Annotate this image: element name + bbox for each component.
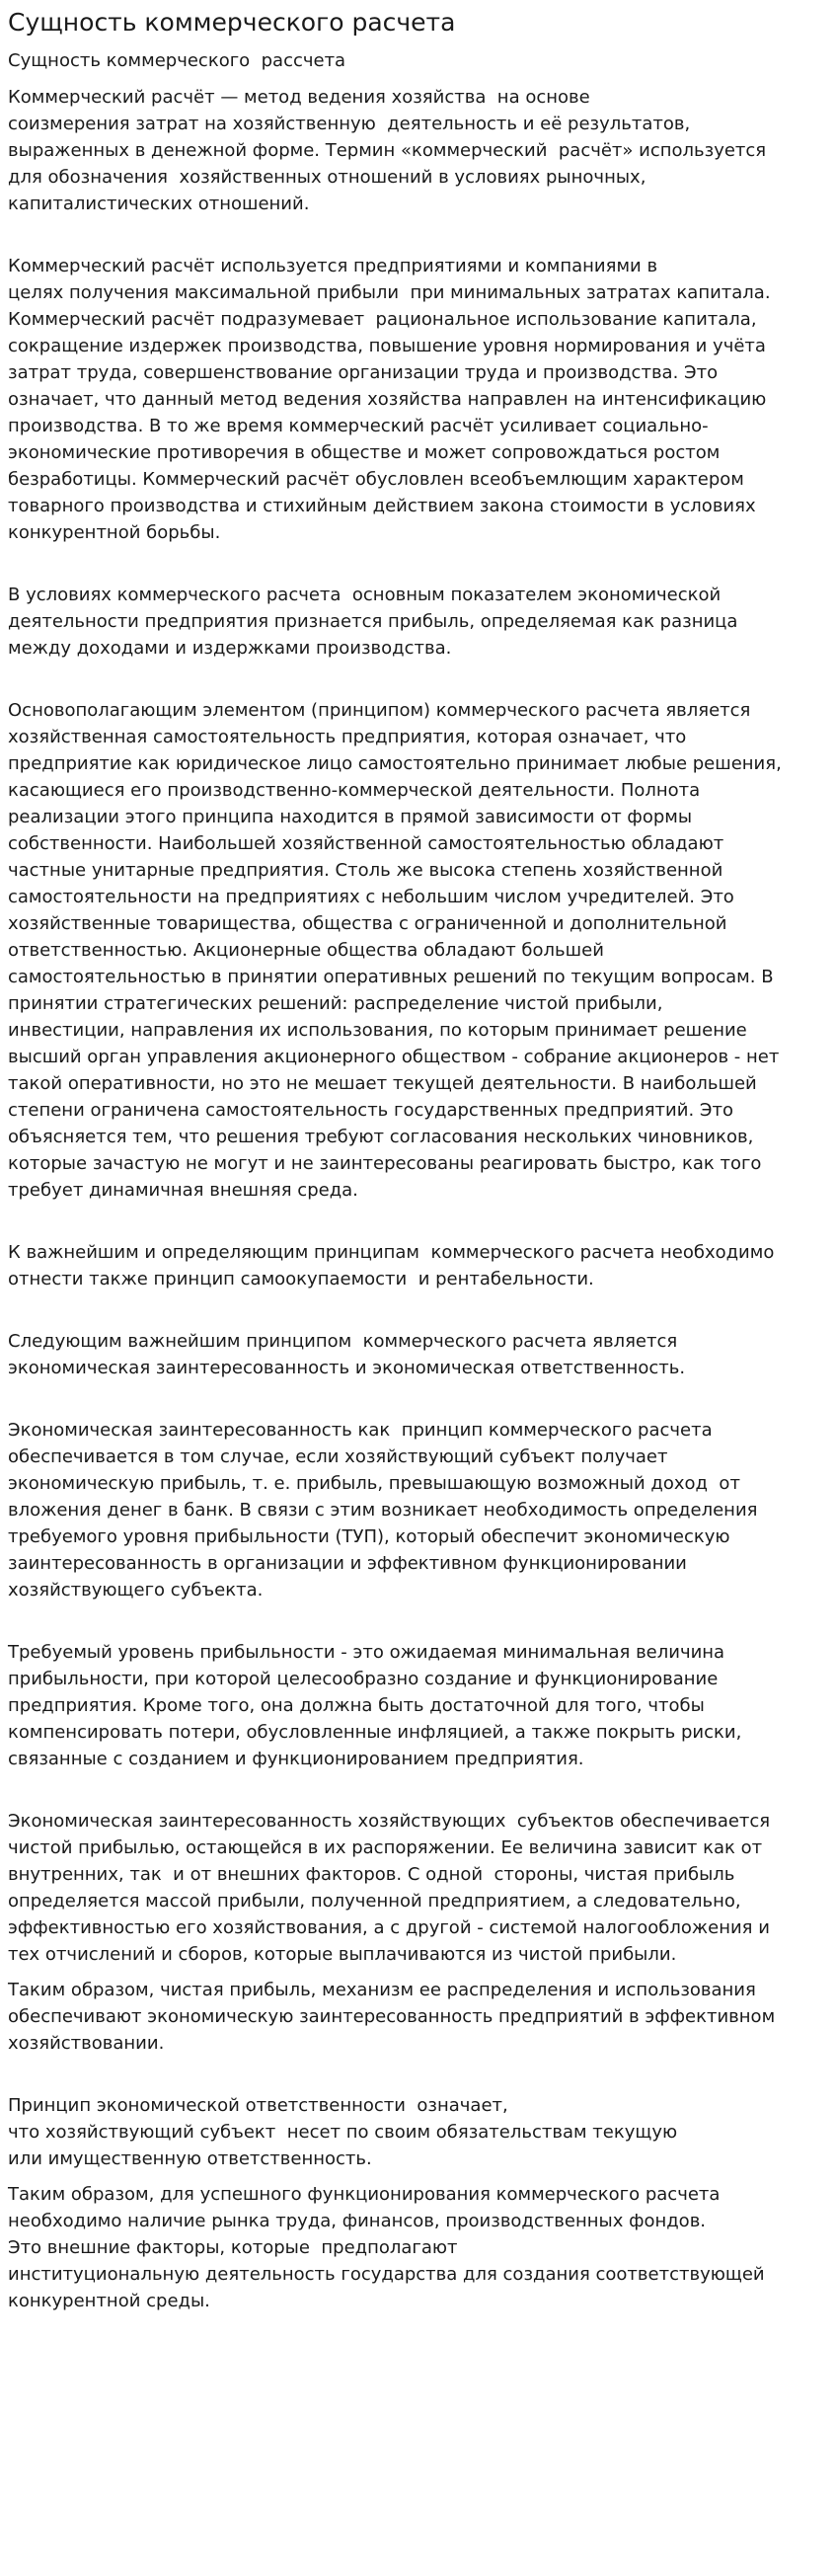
spacer (8, 217, 826, 253)
subtitle: Сущность коммерческого рассчета (8, 50, 346, 71)
spacer (8, 1381, 826, 1417)
paragraph-4: Основополагающим элементом (принципом) коммерческого расчета является хозяйственная самостоятельность предприятия, которая означает, что предприятие как юридическое лицо самостоятельно принимает любые решения, касающиеся его производственно-коммерческой деятельности. Полнота реализации этого принципа находится в прямой зависимости от формы собственности. Наибольшей хозяйственной самостоятельностью обладают частные унитарные предприятия. Столь же высока степень хозяйственной самостоятельности на предприятиях с небольшим числом учредителей. Это хозяйственные товарищества, общества с ограниченной и дополнительной ответственностью. Акционерные общества обладают большей самостоятельностью в принятии оперативных решений по текущим вопросам. В принятии стратегических решений: распределение чистой прибыли, инвестиции, направления их использования, по которым принимает решение высший орган управления акционерного обществом - собрание акционеров - нет такой оперативности, но это не мешает текущей деятельности. В наибольшей степени ограничена самостоятельность государственных предприятий. Это объясняется тем, что решения требуют согласования нескольких чиновников, которые зачастую не могут и не заинтересованы реагировать быстро, как того требует динамичная внешняя среда. (8, 700, 782, 1201)
paragraph-7: Экономическая заинтересованность как принцип коммерческого расчета обеспечивается в том случае, если хозяйствующий субъект получает экономическую прибыль, т. е. прибыль, превышающую возможный доход от вложения денег в банк. В связи с этим возникает необходимость определения требуемого уровня прибыльности (ТУП), который обеспечит экономическую заинтересованность в организации и эффективном функционировании хозяйствующего субъекта. (8, 1420, 758, 1600)
spacer (8, 546, 826, 582)
paragraph-12: Таким образом, для успешного функционирования коммерческого расчета необходимо наличие рынка труда, финансов, производственных фондов. Это внешние факторы, которые предполагают институциональную деятельность государства для создания соответствующей конкурентной среды. (8, 2184, 765, 2311)
paragraph-5: К важнейшим и определяющим принципам коммерческого расчета необходимо отнести также принцип самоокупаемости и рентабельности. (8, 1242, 775, 1289)
paragraph-10: Таким образом, чистая прибыль, механизм ее распределения и использования обеспечивают экономическую заинтересованность предприятий в эффективном хозяйствовании. (8, 1980, 776, 2054)
spacer (8, 662, 826, 697)
paragraph-9: Экономическая заинтересованность хозяйствующих субъектов обеспечивается чистой прибылью, остающейся в их распоряжении. Ее величина зависит как от внутренних, так и от внешних факторов. С одной стороны, чистая прибыль определяется массой прибыли, полученной предприятием, а следовательно, эффективностью его хозяйствования, а с другой - системой налогообложения и тех отчислений и сборов, которые выплачиваются из чистой прибыли. (8, 1811, 771, 1965)
paragraph-8: Требуемый уровень прибыльности - это ожидаемая минимальная величина прибыльности, при которой целесообразно создание и функционирование предприятия. Кроме того, она должна быть достаточной для того, чтобы компенсировать потери, обусловленные инфляцией, а также покрыть риски, связанные с созданием и функционированием предприятия. (8, 1642, 742, 1769)
spacer (8, 1772, 826, 1808)
spacer (8, 1292, 826, 1328)
paragraph-3: В условиях коммерческого расчета основным показателем экономической деятельности предприятия признается прибыль, определяемая как разница между доходами и издержками производства. (8, 585, 738, 659)
page-title: Сущность коммерческого расчета (8, 8, 456, 37)
spacer (8, 2172, 826, 2181)
paragraph-11: Принцип экономической ответственности означает, что хозяйствующий субъект несет по своим обязательствам текущую или имущественную ответственность. (8, 2095, 678, 2169)
paragraph-2: Коммерческий расчёт используется предприятиями и компаниями в целях получения максимальной прибыли при минимальных затратах капитала. Коммерческий расчёт подразумевает рациональное использование капитала, сокращение издержек производства, повышение уровня нормирования и учёта затрат труда, совершенствование организации труда и производства. Это означает, что данный метод ведения хозяйства направлен на интенсификацию производства. В то же время коммерческий расчёт усиливает социально- экономические противоречия в обществе и может сопровождаться ростом безработицы. Коммерческий расчёт обусловлен всеобъемлющим характером товарного производства и стихийным действием закона стоимости в условиях конкурентной борьбы. (8, 256, 771, 543)
spacer (8, 1968, 826, 1977)
paragraph-6: Следующим важнейшим принципом коммерческого расчета является экономическая заинтересованность и экономическая ответственность. (8, 1331, 686, 1378)
paragraph-1: Коммерческий расчёт — метод ведения хозяйства на основе соизмерения затрат на хозяйственную деятельность и её результатов, выраженных в денежной форме. Термин «коммерческий расчёт» используется для обозначения хозяйственных отношений в условиях рыночных, капиталистических отношений. (8, 87, 767, 214)
spacer (8, 2057, 826, 2092)
spacer (8, 1603, 826, 1639)
spacer (8, 1204, 826, 1239)
